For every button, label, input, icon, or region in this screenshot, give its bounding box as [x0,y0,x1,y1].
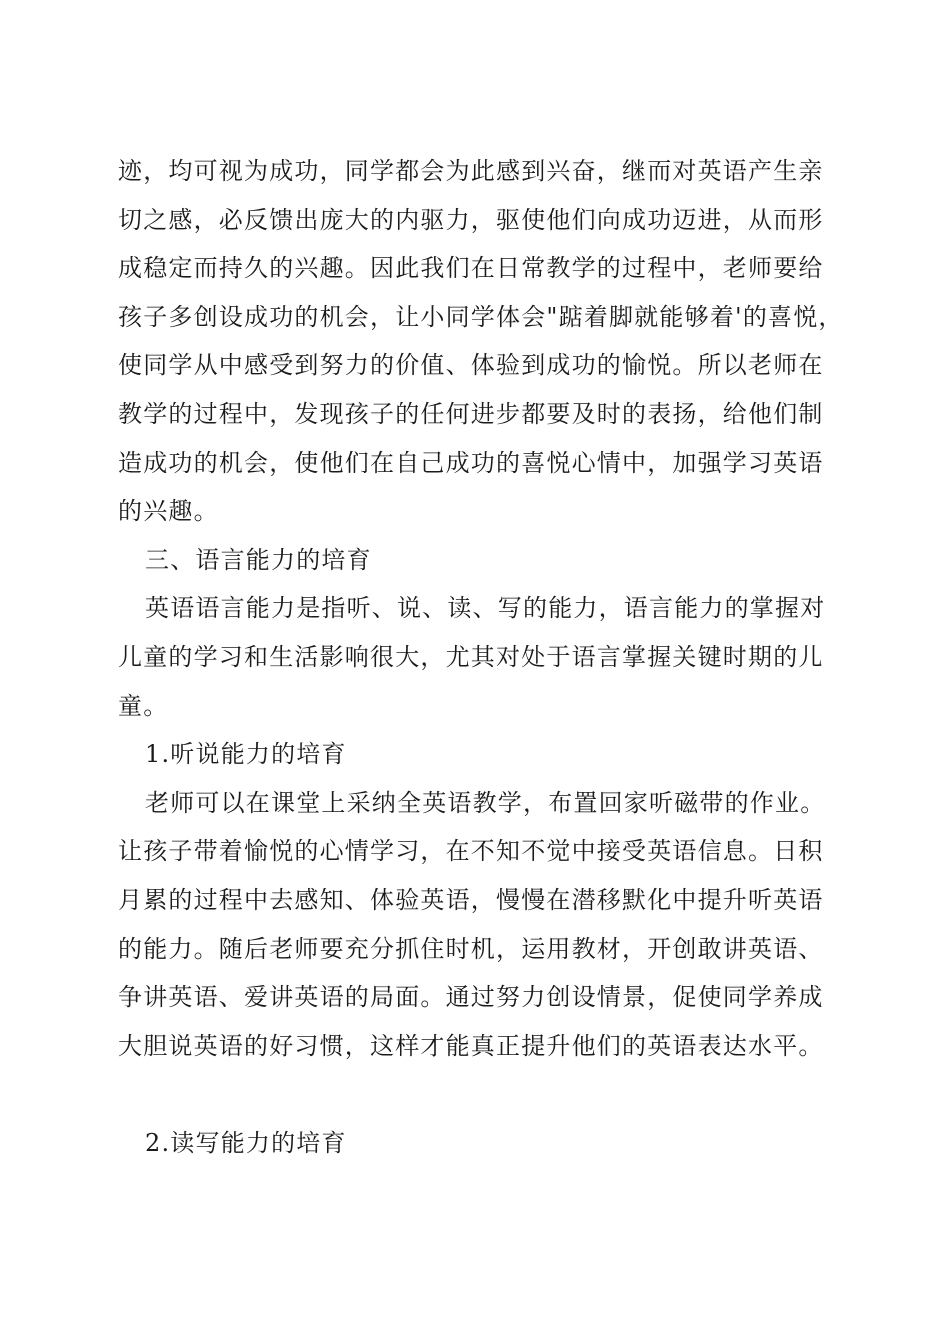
paragraph-line-15: 让孩子带着愉悦的心情学习，在不知不觉中接受英语信息。日积 [118,837,824,866]
paragraph-line-8: 的兴趣。 [118,497,219,526]
paragraph-line-17: 的能力。随后老师要充分抓住时机，运用教材，开创敢讲英语、 [118,934,824,963]
paragraph-line-6: 教学的过程中，发现孩子的任何进步都要及时的表扬，给他们制 [118,399,824,428]
paragraph-line-19: 大胆说英语的好习惯，这样才能真正提升他们的英语表达水平。 [118,1031,824,1060]
paragraph-line-10: 英语语言能力是指听、说、读、写的能力，语言能力的掌握对 [145,594,826,623]
paragraph-line-11: 儿童的学习和生活影响很大，尤其对处于语言掌握关键时期的儿 [118,642,824,671]
paragraph-line-7: 造成功的机会，使他们在自己成功的喜悦心情中，加强学习英语 [118,448,824,477]
section-heading-language-ability: 三、语言能力的培育 [145,545,372,574]
paragraph-line-18: 争讲英语、爱讲英语的局面。通过努力创设情景，促使同学养成 [118,983,824,1012]
paragraph-line-4: 孩子多创设成功的机会，让小同学体会"踮着脚就能够着'的喜悦， [118,302,844,331]
blank-line [118,1070,833,1119]
paragraph-line-3: 成稳定而持久的兴趣。因此我们在日常教学的过程中，老师要给 [118,254,824,283]
paragraph-line-2: 切之感，必反馈出庞大的内驱力，驱使他们向成功迈进，从而形 [118,205,824,234]
paragraph-line-14: 老师可以在课堂上采纳全英语教学，布置回家听磁带的作业。 [145,788,826,817]
paragraph-line-1: 迹，均可视为成功，同学都会为此感到兴奋，继而对英语产生亲 [118,157,824,185]
paragraph-line-12: 童。 [118,691,169,720]
paragraph-line-16: 月累的过程中去感知、体验英语，慢慢在潜移默化中提升听英语 [118,885,824,914]
document-body [118,147,844,1167]
paragraph-line-5: 使同学从中感受到努力的价值、体验到成功的愉悦。所以老师在 [118,351,824,380]
subheading-listening-speaking: 1.听说能力的培育 [145,740,347,769]
subheading-reading-writing: 2.读写能力的培育 [145,1128,347,1157]
